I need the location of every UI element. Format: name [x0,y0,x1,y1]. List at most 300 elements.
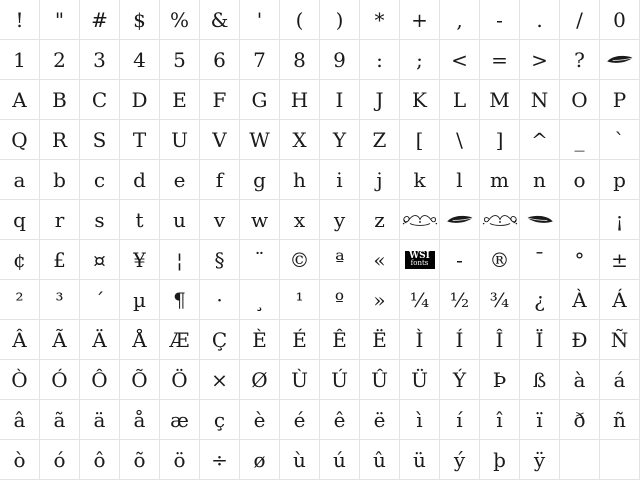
glyph-cell[interactable] [240,320,279,359]
glyph-cell[interactable] [440,280,479,319]
glyph-cell[interactable] [560,0,599,39]
glyph-cell[interactable] [120,0,159,39]
glyph-cell[interactable] [160,40,199,79]
glyph: ü [413,447,426,472]
glyph-cell[interactable] [240,80,279,119]
glyph: 3 [93,47,106,72]
glyph-cell[interactable] [520,240,559,279]
glyph: ô [93,447,106,472]
glyph-cell[interactable] [360,200,399,239]
glyph-cell[interactable] [440,440,479,479]
glyph-cell[interactable] [520,200,559,239]
glyph-cell[interactable] [320,0,359,39]
glyph: ÷ [211,447,228,472]
glyph: < [451,47,468,72]
glyph-cell[interactable] [160,80,199,119]
glyph-cell[interactable] [80,160,119,199]
glyph-cell[interactable] [120,360,159,399]
glyph-cell[interactable] [560,320,599,359]
glyph: c [93,167,106,192]
glyph-cell[interactable] [400,280,439,319]
glyph: ¥ [133,247,146,272]
glyph-cell[interactable] [240,440,279,479]
glyph-cell[interactable] [600,40,639,79]
glyph-cell[interactable] [320,440,359,479]
glyph: 8 [293,47,306,72]
glyph: Ò [11,367,28,392]
glyph-cell[interactable] [520,280,559,319]
glyph-cell[interactable] [600,200,639,239]
glyph-cell[interactable] [600,80,639,119]
glyph-cell[interactable] [520,80,559,119]
glyph: Ì [415,327,424,352]
glyph: z [374,207,385,232]
glyph: û [373,447,386,472]
glyph-cell[interactable] [360,40,399,79]
glyph: E [172,87,187,112]
glyph: 0 [613,7,626,32]
glyph-cell[interactable] [440,40,479,79]
glyph-cell[interactable] [520,120,559,159]
glyph-cell[interactable] [480,120,519,159]
glyph-cell[interactable] [600,120,639,159]
glyph-cell[interactable] [200,360,239,399]
glyph-cell[interactable] [600,280,639,319]
glyph-cell[interactable] [200,200,239,239]
glyph-cell[interactable] [400,120,439,159]
glyph: ú [333,447,346,472]
glyph: © [289,247,310,272]
glyph-cell[interactable] [560,360,599,399]
glyph: µ [133,287,146,312]
glyph: \ [456,127,463,152]
glyph-cell[interactable] [160,200,199,239]
glyph-cell[interactable] [120,320,159,359]
glyph-cell[interactable] [560,240,599,279]
glyph-cell[interactable] [160,400,199,439]
glyph-cell[interactable] [120,40,159,79]
glyph-cell[interactable] [160,0,199,39]
glyph-cell[interactable] [280,280,319,319]
glyph: n [533,167,546,192]
glyph-cell[interactable] [120,160,159,199]
glyph-cell[interactable] [600,360,639,399]
scroll-flourish-ornament-icon [402,212,438,227]
glyph-cell[interactable] [480,240,519,279]
glyph-cell[interactable] [440,80,479,119]
glyph: , [456,7,463,32]
glyph: ò [13,447,26,472]
glyph-cell[interactable] [280,320,319,359]
glyph-cell[interactable] [0,240,39,279]
glyph-cell[interactable] [0,160,39,199]
glyph-cell[interactable] [400,160,439,199]
glyph: à [573,367,586,392]
glyph: & [210,7,229,32]
glyph: T [132,127,147,152]
glyph-cell[interactable] [160,160,199,199]
glyph-cell[interactable] [360,240,399,279]
glyph-cell[interactable] [0,0,39,39]
glyph-cell[interactable] [520,360,559,399]
glyph: 1 [13,47,26,72]
glyph-cell[interactable] [400,80,439,119]
wsi-fonts-logo [405,251,435,269]
glyph-cell[interactable] [320,160,359,199]
glyph: X [292,127,307,152]
glyph-cell[interactable] [160,120,199,159]
glyph: £ [53,247,66,272]
glyph-cell[interactable] [320,360,359,399]
glyph-cell[interactable] [0,400,39,439]
glyph-cell[interactable] [360,160,399,199]
glyph: L [452,87,467,112]
glyph-cell[interactable] [560,80,599,119]
glyph-cell[interactable] [360,280,399,319]
glyph: 6 [213,47,226,72]
glyph: k [413,167,426,192]
glyph-cell[interactable] [400,440,439,479]
glyph-cell[interactable] [80,400,119,439]
glyph-cell[interactable] [400,360,439,399]
glyph-cell[interactable] [280,200,319,239]
glyph-cell[interactable] [480,40,519,79]
glyph: / [576,7,583,32]
glyph: = [491,47,508,72]
glyph-cell[interactable] [360,0,399,39]
undefined-icon [605,54,635,65]
glyph: ® [489,247,510,272]
glyph-cell[interactable] [80,80,119,119]
glyph-cell[interactable] [600,400,639,439]
glyph-cell[interactable] [80,280,119,319]
glyph: ¸ [254,287,265,312]
glyph: x [293,207,306,232]
glyph-cell[interactable] [40,40,79,79]
glyph: Ç [211,327,228,352]
glyph: Ë [372,327,387,352]
glyph-cell[interactable] [160,440,199,479]
glyph-cell[interactable] [600,0,639,39]
glyph-cell[interactable] [0,80,39,119]
glyph-cell[interactable] [560,120,599,159]
glyph-cell[interactable] [40,400,79,439]
glyph: Æ [169,327,190,352]
wsi-logo-line2: fonts [410,259,429,267]
glyph: W [249,127,270,152]
glyph-cell[interactable] [240,360,279,399]
glyph: : [376,47,383,72]
glyph-cell[interactable] [40,120,79,159]
glyph: g [253,167,266,192]
glyph: m [490,167,509,192]
glyph: D [131,87,148,112]
glyph: î [496,407,503,432]
glyph-cell[interactable] [240,160,279,199]
glyph-cell[interactable] [400,200,439,239]
glyph-cell[interactable] [280,120,319,159]
glyph-cell[interactable] [0,40,39,79]
glyph: B [52,87,67,112]
glyph-cell[interactable] [200,400,239,439]
glyph-cell[interactable] [320,280,359,319]
glyph-cell[interactable] [240,240,279,279]
glyph-cell[interactable] [200,80,239,119]
glyph-cell[interactable] [400,320,439,359]
glyph: § [214,247,225,272]
glyph-cell[interactable] [200,440,239,479]
glyph-cell[interactable] [560,40,599,79]
glyph-cell[interactable] [200,320,239,359]
glyph-cell[interactable] [160,280,199,319]
wsi-logo-line1: WSI [409,251,430,261]
glyph-cell[interactable] [440,200,479,239]
glyph-cell[interactable] [40,280,79,319]
glyph-cell[interactable] [160,320,199,359]
glyph-cell[interactable] [40,160,79,199]
glyph: ¯ [534,247,545,272]
glyph: ¡ [615,207,624,232]
glyph: Þ [492,367,507,392]
glyph: ( [295,7,304,32]
glyph: À [572,287,587,312]
glyph: 2 [53,47,66,72]
glyph-cell[interactable] [400,400,439,439]
glyph: è [253,407,266,432]
glyph-cell[interactable] [120,120,159,159]
glyph: ó [53,447,66,472]
glyph-cell[interactable] [240,120,279,159]
glyph-cell[interactable] [200,0,239,39]
glyph-cell[interactable] [40,240,79,279]
glyph: ´ [94,287,105,312]
glyph-cell[interactable] [320,320,359,359]
glyph-cell[interactable] [480,440,519,479]
glyph: ö [173,447,186,472]
glyph-cell[interactable] [520,0,559,39]
glyph-cell[interactable] [280,240,319,279]
glyph: ¨ [254,247,265,272]
glyph-cell[interactable] [40,200,79,239]
glyph: É [292,327,307,352]
glyph-cell[interactable] [200,160,239,199]
glyph-cell[interactable] [80,0,119,39]
glyph: ù [293,447,306,472]
glyph-cell[interactable] [120,80,159,119]
glyph-cell[interactable] [80,200,119,239]
glyph: # [91,7,108,32]
glyph-cell[interactable] [400,40,439,79]
glyph-cell[interactable] [520,40,559,79]
glyph-cell[interactable] [520,320,559,359]
glyph-cell[interactable] [240,0,279,39]
glyph: Ï [535,327,544,352]
glyph: w [250,207,269,232]
glyph-cell[interactable] [0,360,39,399]
glyph-cell[interactable] [440,400,479,439]
glyph-cell[interactable] [320,120,359,159]
glyph-cell[interactable] [160,240,199,279]
glyph-cell[interactable] [480,0,519,39]
glyph: i [336,167,343,192]
glyph: « [373,247,386,272]
glyph-cell[interactable] [360,320,399,359]
glyph-cell[interactable] [320,400,359,439]
glyph-cell[interactable] [600,440,639,479]
glyph-cell[interactable] [360,440,399,479]
glyph-cell[interactable] [560,160,599,199]
glyph: ý [453,447,466,472]
glyph-cell[interactable] [440,160,479,199]
glyph-cell[interactable] [600,240,639,279]
glyph: y [333,207,346,232]
glyph: å [133,407,146,432]
glyph-cell[interactable] [240,200,279,239]
glyph-cell[interactable] [0,440,39,479]
glyph-cell[interactable] [160,360,199,399]
glyph: æ [170,407,189,432]
glyph-cell[interactable] [520,160,559,199]
glyph: ê [333,407,346,432]
glyph-cell[interactable] [40,440,79,479]
glyph-cell[interactable] [400,240,439,279]
glyph: Q [11,127,28,152]
glyph-cell[interactable] [440,240,479,279]
glyph-cell[interactable] [400,0,439,39]
glyph-cell[interactable] [280,160,319,199]
glyph: ¹ [295,287,304,312]
glyph-cell[interactable] [280,80,319,119]
glyph-cell[interactable] [480,360,519,399]
glyph-cell[interactable] [480,160,519,199]
glyph-cell[interactable] [80,40,119,79]
glyph: ^ [531,127,548,152]
glyph: I [335,87,344,112]
glyph-cell[interactable] [560,200,599,239]
glyph-cell[interactable] [80,240,119,279]
glyph: $ [133,7,146,32]
glyph-cell[interactable] [0,120,39,159]
glyph-cell[interactable] [440,0,479,39]
glyph-cell[interactable] [520,400,559,439]
glyph-cell[interactable] [320,80,359,119]
glyph: G [251,87,268,112]
glyph: t [135,207,144,232]
glyph-cell[interactable] [480,200,519,239]
glyph-cell[interactable] [40,0,79,39]
glyph-cell[interactable] [440,320,479,359]
glyph-cell[interactable] [480,320,519,359]
glyph-cell[interactable] [560,280,599,319]
glyph: Ñ [610,327,629,352]
glyph: ) [335,7,344,32]
glyph: - [496,7,503,32]
glyph: ª [334,247,345,272]
glyph-cell[interactable] [320,40,359,79]
glyph-cell[interactable] [40,80,79,119]
glyph-cell[interactable] [40,360,79,399]
glyph: Ä [92,327,107,352]
glyph-cell[interactable] [360,80,399,119]
glyph-cell[interactable] [480,400,519,439]
glyph-cell[interactable] [240,40,279,79]
glyph: º [334,287,345,312]
glyph: - [456,247,463,272]
glyph-cell[interactable] [120,280,159,319]
glyph: Î [495,327,504,352]
glyph: ¿ [534,287,545,312]
glyph-cell[interactable] [80,320,119,359]
glyph-cell[interactable] [0,200,39,239]
glyph-cell[interactable] [560,440,599,479]
glyph-cell[interactable] [480,80,519,119]
glyph: Y [332,127,347,152]
glyph: H [290,87,309,112]
glyph-cell[interactable] [40,320,79,359]
glyph-cell[interactable] [320,200,359,239]
glyph: Ð [571,327,588,352]
glyph-cell[interactable] [120,400,159,439]
glyph-cell[interactable] [280,0,319,39]
glyph-cell[interactable] [600,160,639,199]
glyph: ¼ [409,287,430,312]
glyph: K [412,87,427,112]
glyph: u [173,207,186,232]
glyph-cell[interactable] [0,280,39,319]
glyph: ç [213,407,226,432]
glyph: o [573,167,586,192]
glyph-cell[interactable] [280,360,319,399]
glyph-cell[interactable] [240,400,279,439]
glyph-cell[interactable] [200,120,239,159]
glyph: A [12,87,27,112]
glyph: * [374,7,385,32]
glyph-cell[interactable] [80,120,119,159]
glyph: 9 [333,47,346,72]
glyph: R [51,127,68,152]
glyph-cell[interactable] [200,280,239,319]
glyph-cell[interactable] [0,320,39,359]
glyph: 4 [133,47,146,72]
glyph-cell[interactable] [200,240,239,279]
glyph-cell[interactable] [280,400,319,439]
glyph-cell[interactable] [120,200,159,239]
glyph-cell[interactable] [240,280,279,319]
glyph-cell[interactable] [360,120,399,159]
glyph-cell[interactable] [560,400,599,439]
glyph: a [13,167,26,192]
glyph-cell[interactable] [440,360,479,399]
glyph-cell[interactable] [480,280,519,319]
glyph-cell[interactable] [200,40,239,79]
glyph-cell[interactable] [520,440,559,479]
glyph-cell[interactable] [440,120,479,159]
glyph: ` [614,127,625,152]
glyph: [ [415,127,424,152]
glyph-cell[interactable] [280,40,319,79]
glyph-cell[interactable] [360,360,399,399]
glyph: ß [532,367,547,392]
glyph-cell[interactable] [120,240,159,279]
glyph-cell[interactable] [80,360,119,399]
glyph-cell[interactable] [80,440,119,479]
glyph-cell[interactable] [360,400,399,439]
glyph-cell[interactable] [600,320,639,359]
glyph: ! [15,7,24,32]
glyph-cell[interactable] [280,440,319,479]
glyph-cell[interactable] [320,240,359,279]
glyph-cell[interactable] [120,440,159,479]
